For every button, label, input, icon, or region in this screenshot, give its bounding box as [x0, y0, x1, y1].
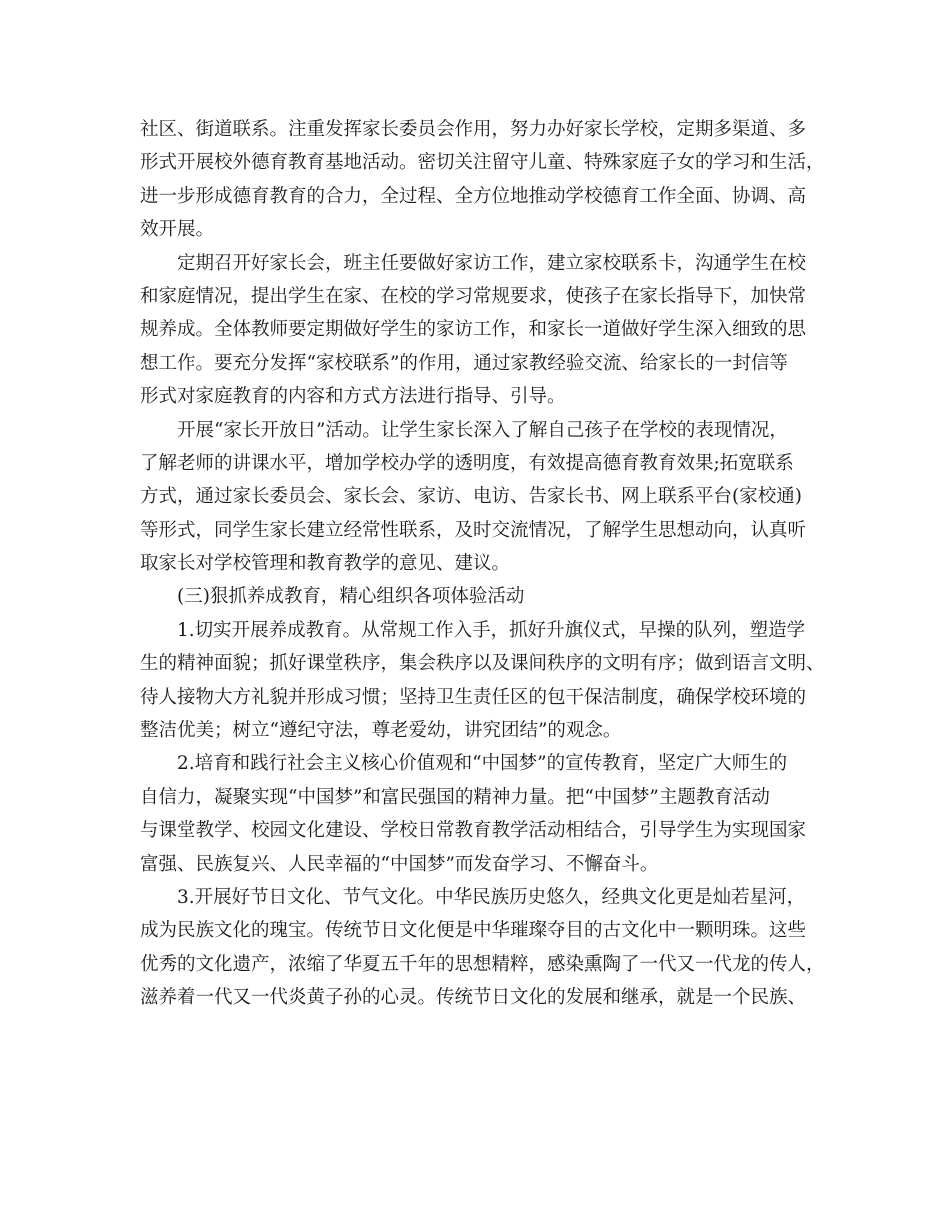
text-line: 生的精神面貌；抓好课堂秩序，集会秩序以及课间秩序的文明有序；做到语言文明、	[140, 653, 825, 675]
section-heading	[140, 580, 815, 613]
text-line: 形式对家庭教育的内容和方式方法进行指导、引导。	[140, 386, 566, 408]
text-line: 社区、街道联系。注重发挥家长委员会作用，努力办好家长学校，定期多渠道、多	[140, 119, 807, 140]
text-line: 自信力，凝聚实现“中国梦”和富民强国的精神力量。把“中国梦”主题教育活动	[140, 786, 770, 808]
text-line: 滋养着一代又一代炎黄子孙的心灵。传统节日文化的发展和继承，就是一个民族、	[140, 987, 807, 1009]
paragraph-parent-meeting	[140, 247, 815, 414]
text-line: 富强、民族复兴、人民幸福的“中国梦”而发奋学习、不懈奋斗。	[140, 853, 659, 875]
document-body	[140, 113, 825, 1015]
paragraph-family-school-liaison	[140, 113, 825, 247]
text-line: 成为民族文化的瑰宝。传统节日文化便是中华璀璨夺目的古文化中一颗明珠。这些	[140, 920, 807, 942]
text-line: 形式开展校外德育教育基地活动。密切关注留守儿童、特殊家庭子女的学习和生活，	[140, 152, 825, 174]
text-line: 和家庭情况，提出学生在家、在校的学习常规要求，使孩子在家长指导下，加快常	[140, 285, 807, 307]
text-line: 等形式，同学生家长建立经常性联系，及时交流情况，了解学生思想动向，认真听	[140, 519, 807, 541]
text-line: 进一步形成德育教育的合力，全过程、全方位地推动学校德育工作全面、协调、高	[140, 185, 807, 207]
paragraph-core-values	[140, 747, 815, 881]
section-heading-text: (三)狠抓养成教育，精心组织各项体验活动	[177, 586, 525, 608]
text-line: 开展“家长开放日”活动。让学生家长深入了解自己孩子在学校的表现情况，	[177, 419, 788, 441]
text-line: 与课堂教学、校园文化建设、学校日常教育教学活动相结合，引导学生为实现国家	[140, 820, 807, 842]
text-line: 优秀的文化遗产，浓缩了华夏五千年的思想精粹，感染熏陶了一代又一代龙的传人，	[140, 953, 825, 975]
paragraph-habit-education	[140, 614, 825, 748]
text-line: 2.培育和践行社会主义核心价值观和“中国梦”的宣传教育，坚定广大师生的	[177, 753, 788, 775]
text-line: 规养成。全体教师要定期做好学生的家访工作，和家长一道做好学生深入细致的思	[140, 319, 807, 341]
text-line: 定期召开好家长会，班主任要做好家访工作，建立家校联系卡，沟通学生在校	[177, 252, 807, 274]
paragraph-festival-culture	[140, 881, 825, 1015]
text-line: 3.开展好节日文化、节气文化。中华民族历史悠久，经典文化更是灿若星河，	[177, 886, 806, 908]
text-line: 取家长对学校管理和教育教学的意见、建议。	[140, 553, 511, 575]
text-line: 整洁优美；树立“遵纪守法，尊老爱幼，讲究团结”的观念。	[140, 720, 622, 742]
text-line: 了解老师的讲课水平，增加学校办学的透明度，有效提高德育教育效果;拓宽联系	[140, 452, 794, 474]
paragraph-open-day	[140, 414, 815, 581]
text-line: 想工作。要充分发挥“家校联系”的作用，通过家教经验交流、给家长的一封信等	[140, 352, 788, 374]
text-line: 1.切实开展养成教育。从常规工作入手，抓好升旗仪式，早操的队列，塑造学	[177, 619, 806, 641]
text-line: 方式，通过家长委员会、家长会、家访、电访、告家长书、网上联系平台(家校通)	[140, 486, 802, 508]
text-line: 待人接物大方礼貌并形成习惯；坚持卫生责任区的包干保洁制度，确保学校环境的	[140, 686, 807, 708]
text-line: 效开展。	[140, 219, 215, 241]
